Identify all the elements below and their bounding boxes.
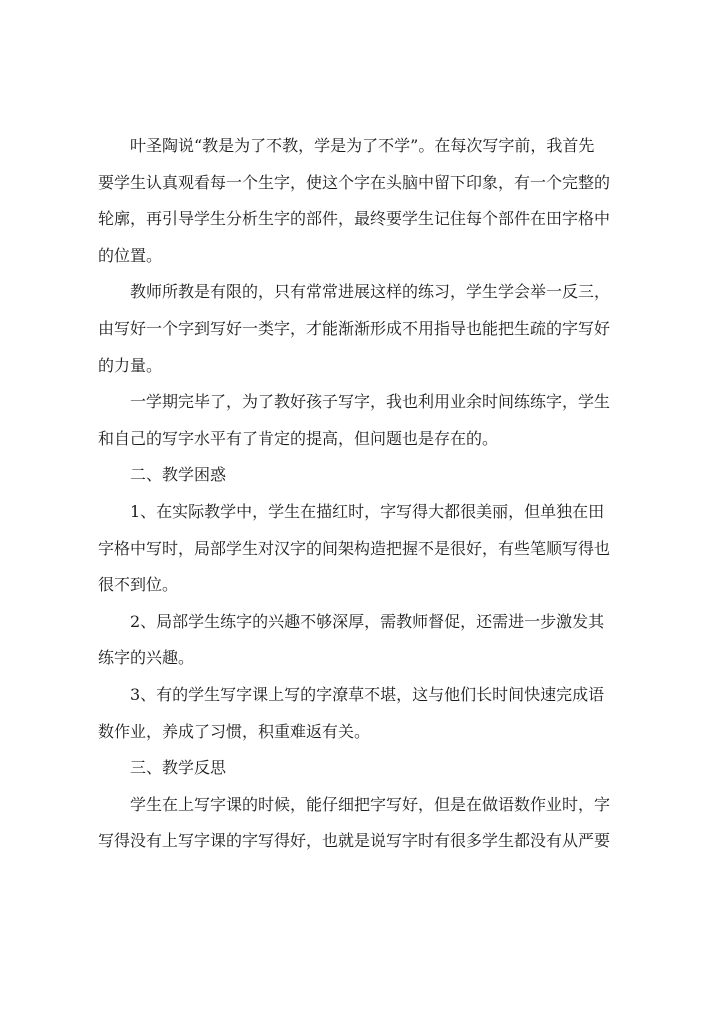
text-line: 学生在上写字课的时候，能仔细把字写好，但是在做语数作业时，字	[98, 794, 611, 814]
text-line: 要学生认真观看每一个生字，使这个字在头脑中留下印象，有一个完整的	[98, 172, 611, 192]
text-line: 由写好一个字到写好一类字，才能渐渐形成不用指导也能把生疏的字写好	[98, 318, 611, 338]
text-line: 练字的兴趣。	[98, 648, 195, 668]
text-line: 和自己的写字水平有了肯定的提高，但问题也是存在的。	[98, 428, 499, 448]
text-line: 教师所教是有限的，只有常常进展这样的练习，学生学会举一反三，	[98, 282, 611, 302]
text-line: 写得没有上写字课的字写得好，也就是说写字时有很多学生都没有从严要	[98, 831, 611, 851]
text-line: 2、局部学生练字的兴趣不够深厚，需教师督促，还需进一步激发其	[98, 611, 605, 631]
text-line: 叶圣陶说“教是为了不教，学是为了不学”。在每次写字前，我首先	[98, 136, 595, 155]
text-line: 一学期完毕了，为了教好孩子写字，我也利用业余时间练练字，学生	[98, 392, 611, 412]
text-line: 字格中写时，局部学生对汉字的间架构造把握不是很好，有些笔顺写得也	[98, 538, 611, 558]
text-line: 的力量。	[98, 355, 163, 375]
text-line: 数作业，养成了习惯，积重难返有关。	[98, 721, 371, 741]
text-line: 轮廓，再引导学生分析生字的部件，最终要学生记住每个部件在田字格中	[98, 209, 611, 229]
document-body	[98, 128, 662, 860]
text-line: 的位置。	[98, 245, 163, 265]
text-line: 很不到位。	[98, 575, 179, 595]
section-heading: 三、教学反思	[98, 758, 227, 778]
text-line: 3、有的学生写字课上写的字潦草不堪，这与他们长时间快速完成语	[98, 684, 605, 704]
section-heading: 二、教学困惑	[98, 465, 227, 485]
text-line: 1、在实际教学中，学生在描红时，字写得大都很美丽，但单独在田	[98, 501, 605, 521]
